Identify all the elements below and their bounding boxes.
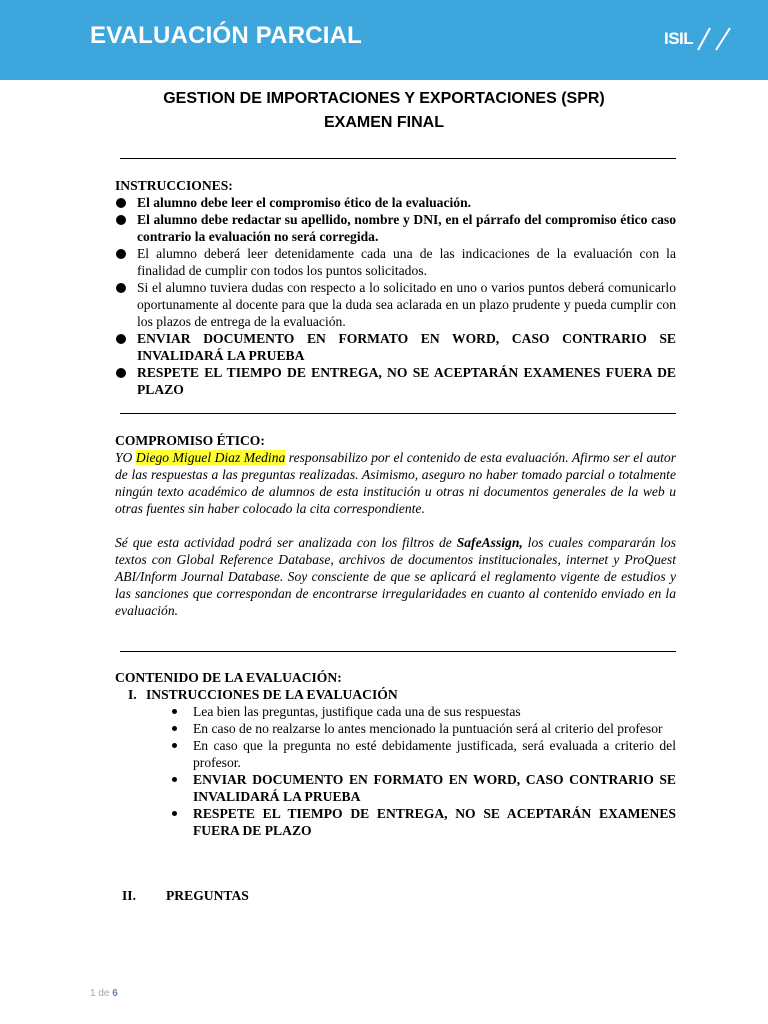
divider: [120, 651, 676, 652]
section-2-heading: II. PREGUNTAS: [122, 888, 249, 903]
instruction-item: ENVIAR DOCUMENTO EN FORMATO EN WORD, CASO CONTRARIO SE INVALIDARÁ LA PRUEBA: [115, 330, 676, 364]
instructions-heading: INSTRUCCIONES:: [115, 178, 233, 193]
section-1-heading: I. INSTRUCCIONES DE LA EVALUACIÓN: [128, 687, 398, 702]
instruction-item: El alumno debe leer el compromiso ético de la evaluación.: [115, 194, 676, 211]
exam-type: EXAMEN FINAL: [324, 114, 444, 131]
content-heading: CONTENIDO DE LA EVALUACIÓN:: [115, 670, 342, 685]
divider: [120, 413, 676, 414]
divider: [120, 158, 676, 159]
ethics-heading: COMPROMISO ÉTICO:: [115, 433, 265, 448]
document-title: EVALUACIÓN PARCIAL: [90, 22, 363, 49]
page-indicator: 1 de 6: [90, 988, 118, 999]
evaluation-instruction: Lea bien las preguntas, justifique cada una de sus respuestas: [115, 703, 676, 720]
student-name: Diego Miguel Diaz Medina: [135, 450, 286, 465]
logo-text: ISIL: [664, 29, 694, 48]
ethics-paragraph-2: Sé que esta actividad podrá ser analizada con los filtros de SafeAssign, los cuales compararán los textos con Global Reference Database, archivos de documentos institucionales, internet y ProQuest ABI/Inform Journal Database. Soy consciente de que se aplicará el reglamento vigente de estudios y las sanciones que correspondan de encontrarse irregularidades en cuanto al contenido enviado en la evaluación.: [115, 535, 676, 618]
ethics-section: [115, 432, 676, 619]
logo-slash-icon: [664, 24, 734, 54]
instructions-section: [115, 177, 676, 398]
content-section: [115, 669, 676, 839]
ethics-paragraph-1: YO Diego Miguel Diaz Medina responsabilizo por el contenido de esta evaluación. Afirmo ser el autor de las respuestas a las preguntas realizadas. Asimismo, aseguro no haber tomado parcial o totalmente ningún texto académico de alumnos de esta institución u otras ni documentos generales de la web u otras fuentes sin haber colocado la cita correspondiente.: [115, 450, 676, 516]
subject-title: GESTION DE IMPORTACIONES Y EXPORTACIONES (SPR): [163, 90, 605, 107]
evaluation-instruction: RESPETE EL TIEMPO DE ENTREGA, NO SE ACEPTARÁN EXAMENES FUERA DE PLAZO: [115, 805, 676, 839]
evaluation-instruction: ENVIAR DOCUMENTO EN FORMATO EN WORD, CASO CONTRARIO SE INVALIDARÁ LA PRUEBA: [115, 771, 676, 805]
instruction-item: El alumno deberá leer detenidamente cada una de las indicaciones de la evaluación con la finalidad de cumplir con todos los puntos solicitados.: [115, 245, 676, 279]
evaluation-instruction: En caso que la pregunta no esté debidamente justificada, será evaluada a criterio del profesor.: [115, 737, 676, 771]
instruction-item: Si el alumno tuviera dudas con respecto a lo solicitado en uno o varios puntos deberá comunicarlo oportunamente al docente para que la duda sea aclarada en un plazo prudente y pueda cumplir con los plazos de entrega de la evaluación.: [115, 279, 676, 330]
isil-logo: [664, 24, 734, 54]
instruction-item: El alumno debe redactar su apellido, nombre y DNI, en el párrafo del compromiso ético caso contrario la evaluación no será corregida.: [115, 211, 676, 245]
evaluation-instruction: En caso de no realzarse lo antes mencionado la puntuación será al criterio del profesor: [115, 720, 676, 737]
instruction-item: RESPETE EL TIEMPO DE ENTREGA, NO SE ACEPTARÁN EXAMENES FUERA DE PLAZO: [115, 364, 676, 398]
